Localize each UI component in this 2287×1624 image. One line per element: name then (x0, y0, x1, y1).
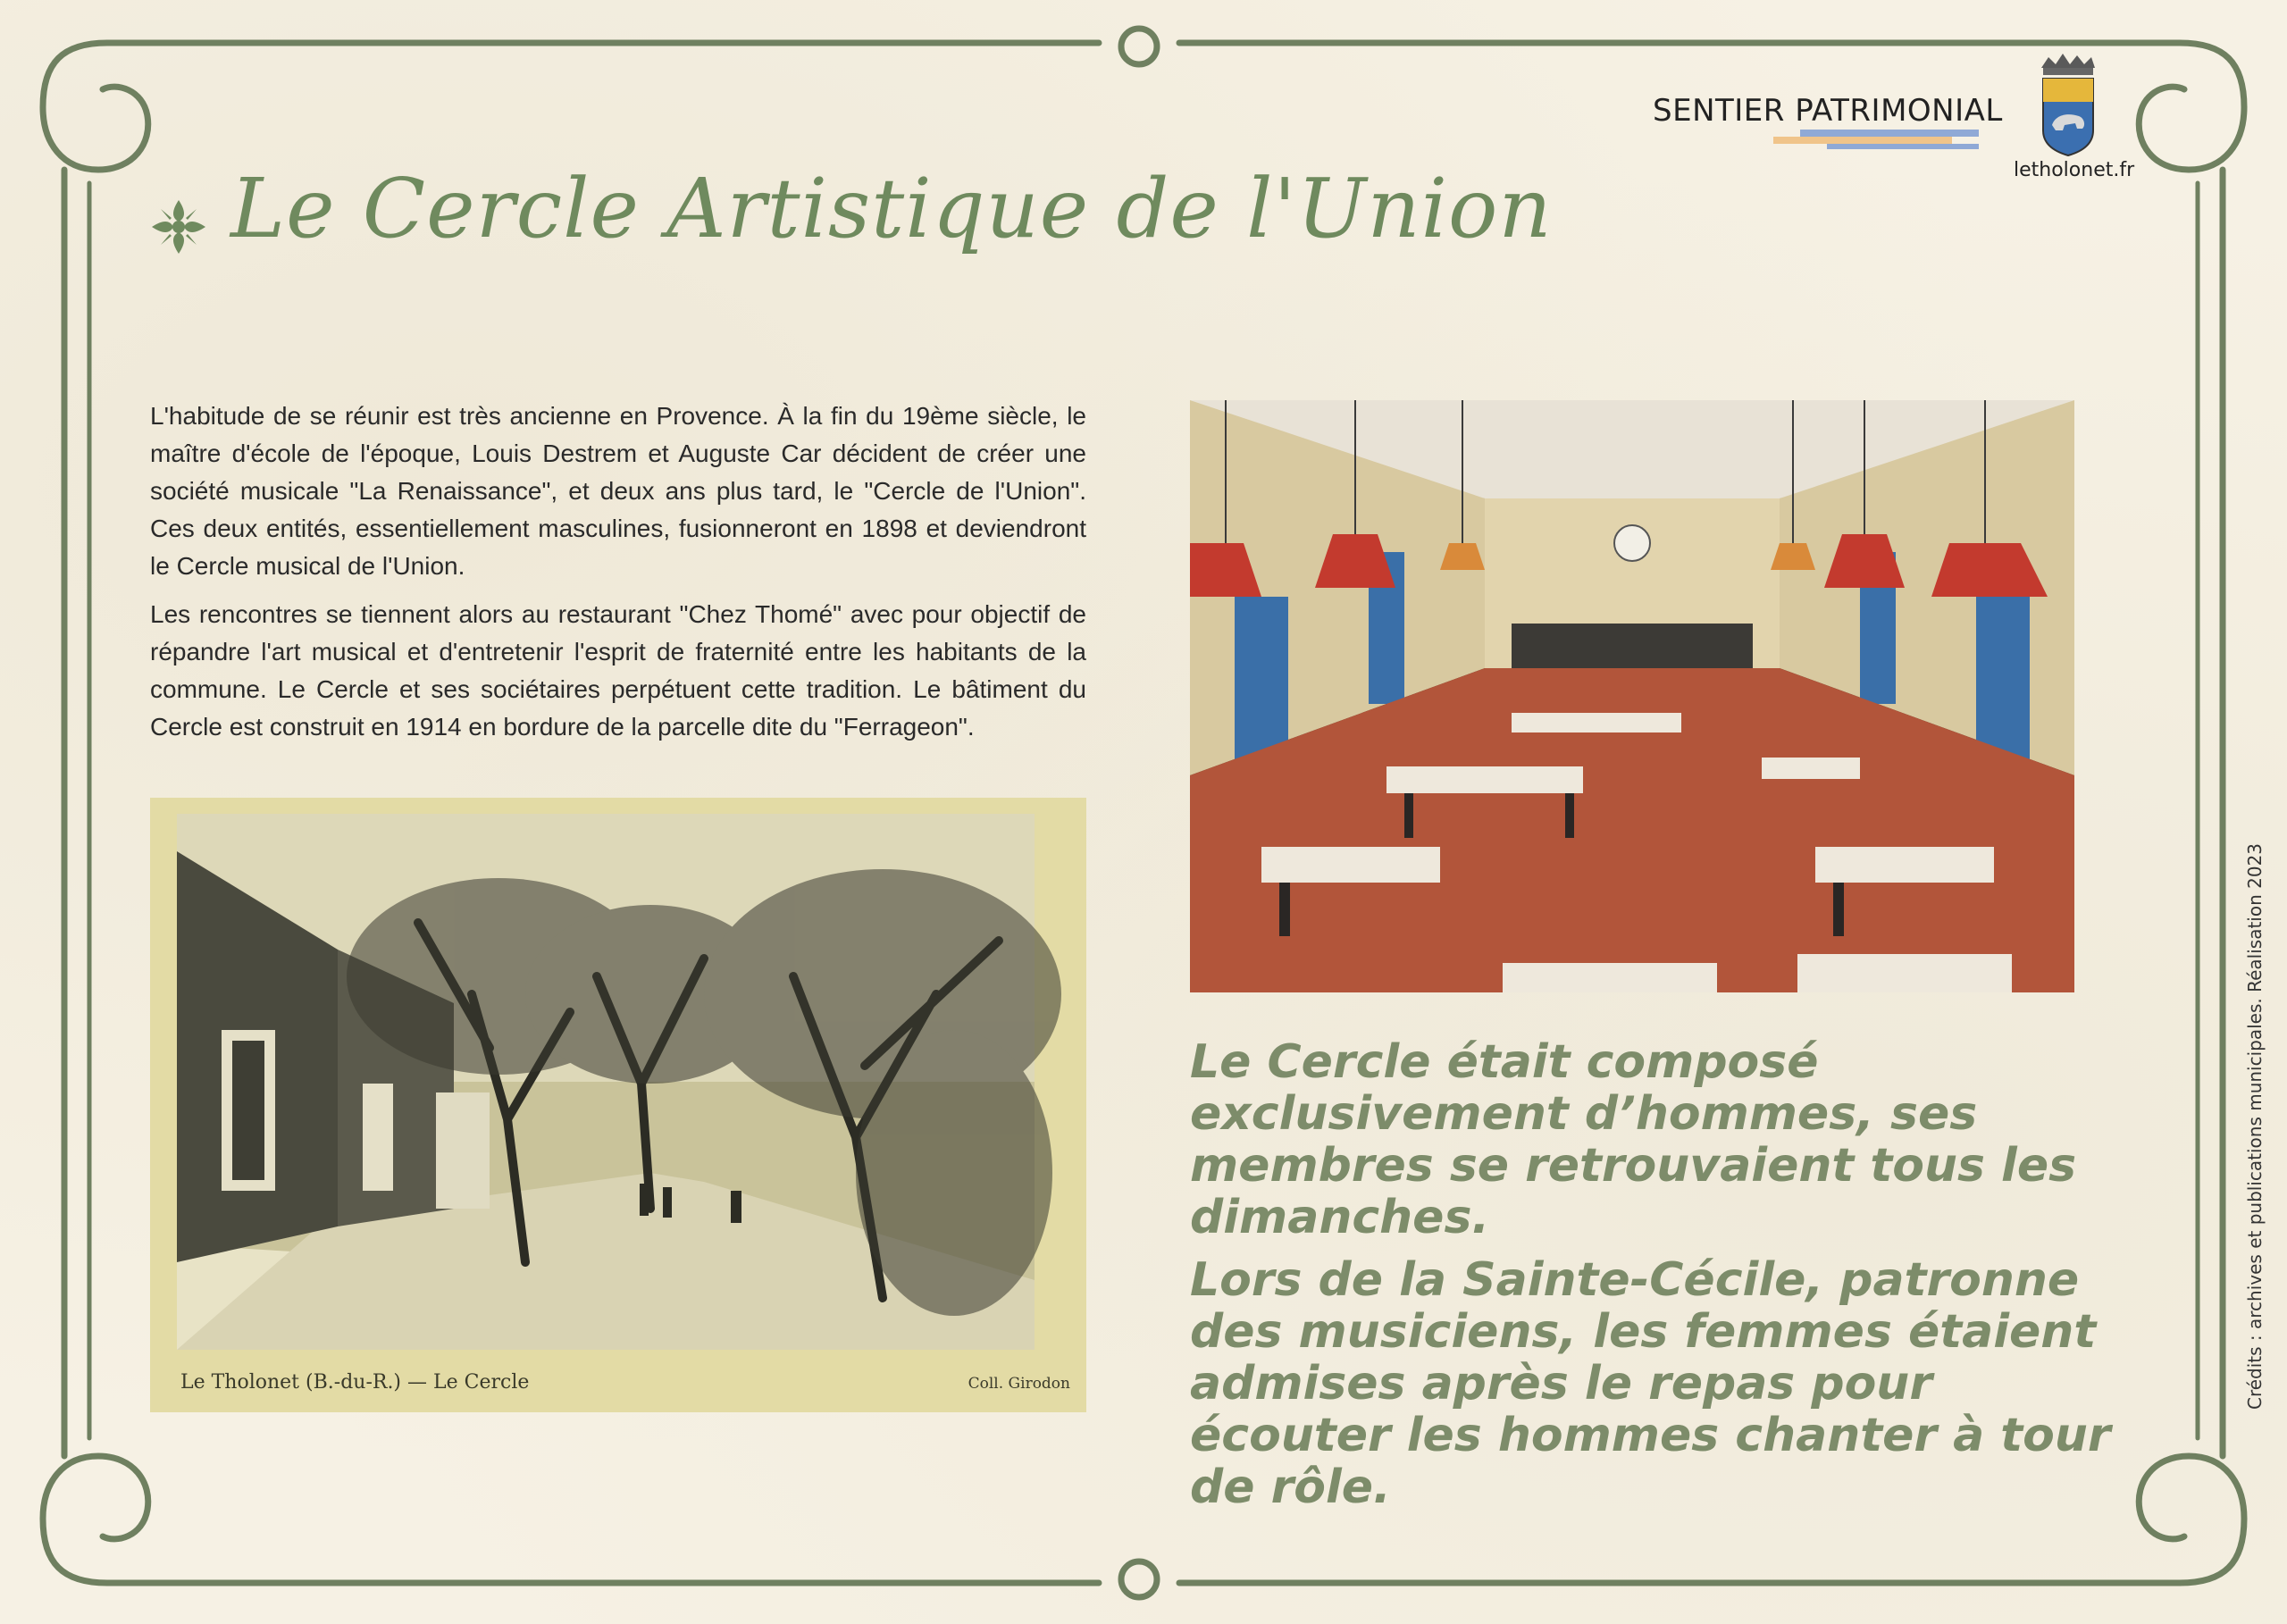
old-postcard-photo (150, 798, 1086, 1412)
municipal-crest-icon (2032, 52, 2104, 157)
postcard-image (150, 798, 1086, 1412)
interior-photo (1190, 400, 2074, 992)
interior-image (1190, 400, 2074, 992)
paragraph: Les rencontres se tiennent alors au restaurant "Chez Thomé" avec pour objectif de répandre l'art musical et d'entretenir l'esprit de fraternité entre les habitants de la commune. Le Cercle et ses sociétaires perpétuent cette tradition. Le bâtiment du Cercle est construit en 1914 en bordure de la parcelle dite du "Ferrageon". (150, 600, 1086, 741)
history-text (150, 398, 1086, 757)
paragraph: L'habitude de se réunir est très ancienne en Provence. À la fin du 19ème siècle, le maître d'école de l'époque, Louis Destrem et Auguste Car décident de créer une société musicale "La Renaissance", et deux ans plus tard, le "Cercle de l'Union". Ces deux entités, essentiellement masculines, fusionneront en 1898 et deviendront le Cercle musical de l'Union. (150, 402, 1086, 580)
website-link[interactable]: letholonet.fr (2014, 159, 2135, 181)
quote-paragraph: Le Cercle était composé exclusivement d’hommes, ses membres se retrouvaient tous les dimanches. (1190, 1035, 2077, 1244)
page-title: Le Cercle Artistique de l'Union (230, 161, 1553, 256)
trail-label: SENTIER PATRIMONIAL (1653, 93, 2003, 129)
credits-text: Crédits : archives et publications municipales. Réalisation 2023 (2244, 842, 2266, 1410)
title-ornament-icon (150, 198, 207, 255)
postcard-caption: Le Tholonet (B.-du-R.) — Le Cercle (180, 1371, 530, 1394)
postcard-collection: Coll. Girodon (968, 1375, 1070, 1393)
highlight-quote (1190, 1036, 2119, 1524)
header-color-bars (1773, 128, 1988, 153)
quote-paragraph: Lors de la Sainte-Cécile, patronne des musiciens, les femmes étaient admises après le repas pour écouter les hommes chanter à tour de rôle. (1190, 1253, 2111, 1514)
